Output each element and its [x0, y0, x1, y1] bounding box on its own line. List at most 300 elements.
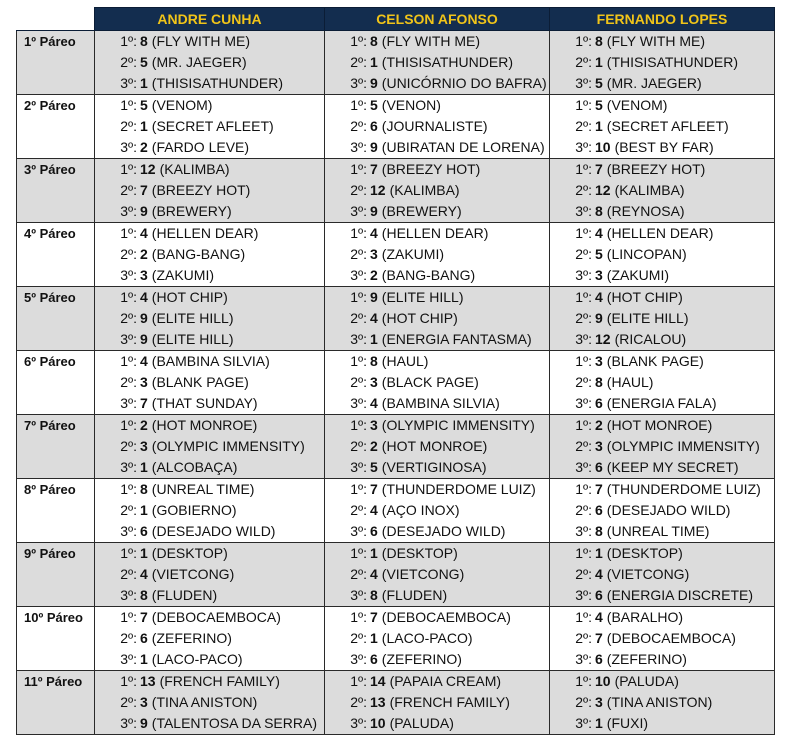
pick-line: [95, 351, 324, 372]
header-tipster-3: FERNANDO LOPES: [550, 8, 775, 31]
tipster-picks-cell: [325, 287, 550, 351]
horse-number: 7: [370, 161, 378, 177]
finish-position: 1º:: [575, 225, 592, 241]
pick-line: [550, 329, 774, 350]
finish-position: 1º:: [120, 225, 137, 241]
tipster-picks-cell: [550, 479, 775, 543]
race-label: 11º Páreo: [17, 671, 95, 735]
race-label: 10º Páreo: [17, 607, 95, 671]
pick-line: [550, 649, 774, 670]
finish-position: 1º:: [350, 97, 367, 113]
horse-number: 6: [595, 502, 603, 518]
pick-line: [325, 329, 549, 350]
horse-name: (KALIMBA): [614, 182, 685, 198]
horse-name: (TINA ANISTON): [151, 694, 258, 710]
horse-name: (THISISATHUNDER): [606, 54, 738, 70]
race-row: [17, 287, 775, 351]
horse-number: 4: [140, 225, 148, 241]
horse-number: 4: [595, 225, 603, 241]
finish-position: 2º:: [350, 374, 367, 390]
race-label: 3º Páreo: [17, 159, 95, 223]
finish-position: 2º:: [350, 310, 367, 326]
pick-line: [550, 628, 774, 649]
race-label: 7º Páreo: [17, 415, 95, 479]
pick-line: [325, 457, 549, 478]
finish-position: 1º:: [575, 161, 592, 177]
horse-number: 12: [595, 182, 611, 198]
horse-name: (UNREAL TIME): [606, 523, 710, 539]
horse-number: 4: [370, 225, 378, 241]
horse-name: (ELITE HILL): [151, 310, 234, 326]
pick-line: [550, 564, 774, 585]
horse-name: (VERTIGINOSA): [381, 459, 487, 475]
pick-line: [95, 628, 324, 649]
horse-name: (BARALHO): [606, 609, 684, 625]
horse-name: (THUNDERDOME LUIZ): [381, 481, 536, 497]
finish-position: 3º:: [575, 395, 592, 411]
finish-position: 1º:: [120, 481, 137, 497]
horse-name: (PALUDA): [389, 715, 454, 731]
finish-position: 2º:: [575, 310, 592, 326]
tipster-picks-cell: [325, 479, 550, 543]
finish-position: 1º:: [575, 609, 592, 625]
race-rows: [17, 31, 775, 735]
horse-number: 6: [140, 523, 148, 539]
finish-position: 1º:: [120, 97, 137, 113]
horse-number: 8: [140, 33, 148, 49]
horse-number: 9: [140, 310, 148, 326]
horse-name: (DEBOCAEMBOCA): [381, 609, 511, 625]
tipster-picks-cell: [95, 351, 325, 415]
pick-line: [95, 564, 324, 585]
pick-line: [325, 201, 549, 222]
horse-name: (FLY WITH ME): [606, 33, 706, 49]
horse-number: 9: [370, 139, 378, 155]
horse-number: 5: [595, 75, 603, 91]
finish-position: 3º:: [575, 75, 592, 91]
finish-position: 3º:: [120, 587, 137, 603]
horse-number: 7: [370, 481, 378, 497]
race-label: 5º Páreo: [17, 287, 95, 351]
finish-position: 3º:: [350, 587, 367, 603]
pick-line: [550, 95, 774, 116]
finish-position: 1º:: [575, 97, 592, 113]
pick-line: [95, 180, 324, 201]
finish-position: 3º:: [350, 395, 367, 411]
finish-position: 3º:: [575, 459, 592, 475]
horse-number: 4: [595, 566, 603, 582]
horse-number: 4: [370, 310, 378, 326]
horse-number: 2: [595, 417, 603, 433]
finish-position: 1º:: [350, 545, 367, 561]
tipster-picks-cell: [550, 223, 775, 287]
horse-name: (KEEP MY SECRET): [606, 459, 739, 475]
finish-position: 1º:: [350, 417, 367, 433]
finish-position: 3º:: [120, 651, 137, 667]
horse-name: (OLYMPIC IMMENSITY): [151, 438, 305, 454]
pick-line: [550, 457, 774, 478]
horse-number: 1: [595, 118, 603, 134]
horse-name: (ZEFERINO): [151, 630, 232, 646]
horse-name: (VIETCONG): [606, 566, 690, 582]
horse-number: 4: [370, 395, 378, 411]
pick-line: [95, 713, 324, 734]
finish-position: 1º:: [575, 289, 592, 305]
horse-name: (JOURNALISTE): [381, 118, 488, 134]
finish-position: 2º:: [120, 118, 137, 134]
horse-name: (DESEJADO WILD): [606, 502, 731, 518]
pick-line: [95, 265, 324, 286]
finish-position: 3º:: [120, 267, 137, 283]
pick-line: [550, 415, 774, 436]
horse-name: (OLYMPIC IMMENSITY): [606, 438, 760, 454]
pick-line: [550, 159, 774, 180]
race-label: 6º Páreo: [17, 351, 95, 415]
pick-line: [550, 116, 774, 137]
horse-name: (BEST BY FAR): [614, 139, 714, 155]
tipster-picks-cell: [325, 95, 550, 159]
tipster-picks-cell: [550, 31, 775, 95]
horse-name: (DEBOCAEMBOCA): [606, 630, 736, 646]
horse-number: 6: [595, 395, 603, 411]
horse-number: 8: [370, 33, 378, 49]
horse-number: 9: [370, 75, 378, 91]
horse-number: 3: [140, 694, 148, 710]
pick-line: [325, 287, 549, 308]
horse-number: 1: [140, 651, 148, 667]
horse-number: 3: [370, 246, 378, 262]
finish-position: 3º:: [350, 331, 367, 347]
horse-number: 1: [370, 331, 378, 347]
finish-position: 2º:: [120, 566, 137, 582]
horse-number: 3: [140, 438, 148, 454]
tipster-picks-cell: [95, 607, 325, 671]
tipster-picks-cell: [95, 31, 325, 95]
finish-position: 2º:: [575, 374, 592, 390]
horse-name: (UNREAL TIME): [151, 481, 255, 497]
horse-name: (PALUDA): [614, 673, 679, 689]
horse-number: 6: [140, 630, 148, 646]
horse-name: (HOT MONROE): [381, 438, 488, 454]
finish-position: 1º:: [350, 161, 367, 177]
finish-position: 1º:: [120, 289, 137, 305]
horse-number: 2: [140, 246, 148, 262]
tipster-picks-cell: [325, 31, 550, 95]
finish-position: 1º:: [120, 33, 137, 49]
horse-name: (ENERGIA FALA): [606, 395, 717, 411]
pick-line: [550, 436, 774, 457]
tipster-picks-cell: [550, 415, 775, 479]
horse-name: (SECRET AFLEET): [151, 118, 274, 134]
horse-name: (THUNDERDOME LUIZ): [606, 481, 761, 497]
pick-line: [550, 137, 774, 158]
horse-name: (LINCOPAN): [606, 246, 687, 262]
horse-name: (DEBOCAEMBOCA): [151, 609, 281, 625]
horse-number: 7: [370, 609, 378, 625]
horse-name: (UBIRATAN DE LORENA): [381, 139, 545, 155]
horse-number: 6: [595, 651, 603, 667]
finish-position: 1º:: [120, 353, 137, 369]
pick-line: [325, 159, 549, 180]
tipster-picks-cell: [325, 607, 550, 671]
finish-position: 2º:: [120, 310, 137, 326]
header-row: [17, 8, 775, 31]
horse-number: 3: [595, 694, 603, 710]
header-corner: [17, 8, 95, 31]
horse-name: (HOT CHIP): [381, 310, 458, 326]
horse-name: (UNICÓRNIO DO BAFRA): [381, 75, 547, 91]
horse-name: (HAUL): [381, 353, 429, 369]
finish-position: 2º:: [120, 438, 137, 454]
horse-name: (PAPAIA CREAM): [389, 673, 502, 689]
pick-line: [325, 585, 549, 606]
finish-position: 3º:: [350, 459, 367, 475]
pick-line: [550, 713, 774, 734]
pick-line: [95, 585, 324, 606]
horse-name: (ENERGIA DISCRETE): [606, 587, 754, 603]
race-row: [17, 223, 775, 287]
pick-line: [550, 265, 774, 286]
finish-position: 1º:: [350, 481, 367, 497]
horse-number: 4: [595, 289, 603, 305]
horse-name: (BREEZY HOT): [381, 161, 481, 177]
horse-name: (FLUDEN): [381, 587, 448, 603]
horse-name: (FARDO LEVE): [151, 139, 250, 155]
horse-number: 8: [595, 203, 603, 219]
finish-position: 3º:: [575, 139, 592, 155]
race-label: 4º Páreo: [17, 223, 95, 287]
horse-name: (HOT MONROE): [151, 417, 258, 433]
horse-number: 5: [595, 246, 603, 262]
pick-line: [325, 244, 549, 265]
pick-line: [550, 244, 774, 265]
horse-number: 4: [140, 353, 148, 369]
tipster-picks-cell: [95, 159, 325, 223]
horse-name: (BLACK PAGE): [381, 374, 479, 390]
tipster-picks-cell: [325, 351, 550, 415]
horse-name: (TALENTOSA DA SERRA): [151, 715, 317, 731]
pick-line: [95, 436, 324, 457]
horse-number: 8: [595, 33, 603, 49]
tipster-picks-cell: [550, 287, 775, 351]
pick-line: [325, 436, 549, 457]
finish-position: 2º:: [575, 54, 592, 70]
pick-line: [325, 351, 549, 372]
horse-name: (ENERGIA FANTASMA): [381, 331, 532, 347]
horse-number: 1: [140, 545, 148, 561]
finish-position: 2º:: [575, 182, 592, 198]
pick-line: [95, 521, 324, 542]
pick-line: [95, 329, 324, 350]
horse-number: 1: [140, 502, 148, 518]
finish-position: 2º:: [350, 438, 367, 454]
tipster-picks-cell: [95, 95, 325, 159]
finish-position: 3º:: [120, 523, 137, 539]
horse-number: 4: [595, 609, 603, 625]
pick-line: [550, 52, 774, 73]
horse-number: 7: [595, 481, 603, 497]
pick-line: [550, 73, 774, 94]
pick-line: [95, 372, 324, 393]
tipster-picks-cell: [325, 159, 550, 223]
pick-line: [325, 137, 549, 158]
horse-name: (FRENCH FAMILY): [389, 694, 510, 710]
finish-position: 3º:: [120, 331, 137, 347]
horse-name: (THISISATHUNDER): [381, 54, 513, 70]
pick-line: [325, 180, 549, 201]
horse-number: 4: [370, 566, 378, 582]
race-row: [17, 351, 775, 415]
pick-line: [325, 521, 549, 542]
pick-line: [325, 500, 549, 521]
horse-number: 10: [595, 139, 611, 155]
finish-position: 2º:: [350, 182, 367, 198]
finish-position: 3º:: [350, 715, 367, 731]
pick-line: [550, 287, 774, 308]
pick-line: [325, 628, 549, 649]
finish-position: 1º:: [120, 161, 137, 177]
horse-name: (VENOM): [151, 97, 213, 113]
horse-name: (ELITE HILL): [606, 310, 689, 326]
finish-position: 2º:: [350, 566, 367, 582]
horse-number: 7: [140, 395, 148, 411]
horse-name: (KALIMBA): [389, 182, 460, 198]
race-row: [17, 671, 775, 735]
race-label: 9º Páreo: [17, 543, 95, 607]
pick-line: [325, 649, 549, 670]
horse-name: (FUXI): [606, 715, 649, 731]
tipster-picks-cell: [325, 223, 550, 287]
horse-name: (BLANK PAGE): [606, 353, 704, 369]
finish-position: 1º:: [575, 545, 592, 561]
finish-position: 3º:: [120, 75, 137, 91]
horse-name: (THAT SUNDAY): [151, 395, 258, 411]
pick-line: [325, 116, 549, 137]
horse-name: (THISISATHUNDER): [151, 75, 283, 91]
horse-name: (VENOM): [606, 97, 668, 113]
horse-number: 6: [595, 587, 603, 603]
horse-number: 10: [370, 715, 386, 731]
tipster-picks-cell: [95, 415, 325, 479]
finish-position: 3º:: [350, 139, 367, 155]
pick-line: [95, 649, 324, 670]
horse-number: 3: [595, 438, 603, 454]
finish-position: 2º:: [120, 182, 137, 198]
finish-position: 2º:: [350, 118, 367, 134]
horse-name: (BLANK PAGE): [151, 374, 249, 390]
finish-position: 2º:: [575, 438, 592, 454]
horse-name: (HELLEN DEAR): [606, 225, 714, 241]
finish-position: 2º:: [575, 118, 592, 134]
pick-line: [325, 479, 549, 500]
pick-line: [325, 564, 549, 585]
tipster-picks-cell: [325, 671, 550, 735]
horse-number: 5: [370, 97, 378, 113]
pick-line: [325, 95, 549, 116]
horse-number: 2: [370, 267, 378, 283]
horse-name: (ZEFERINO): [381, 651, 462, 667]
horse-name: (LACO-PACO): [381, 630, 473, 646]
race-row: [17, 543, 775, 607]
horse-number: 8: [370, 587, 378, 603]
finish-position: 1º:: [575, 33, 592, 49]
horse-number: 3: [595, 267, 603, 283]
pick-line: [550, 585, 774, 606]
finish-position: 2º:: [120, 694, 137, 710]
horse-number: 12: [595, 331, 611, 347]
pick-line: [550, 479, 774, 500]
horse-number: 2: [140, 417, 148, 433]
horse-number: 7: [140, 182, 148, 198]
pick-line: [325, 52, 549, 73]
horse-name: (MR. JAEGER): [606, 75, 702, 91]
pick-line: [325, 308, 549, 329]
horse-name: (SECRET AFLEET): [606, 118, 729, 134]
pick-line: [95, 73, 324, 94]
race-row: [17, 159, 775, 223]
tipster-picks-cell: [95, 287, 325, 351]
horse-name: (BAMBINA SILVIA): [381, 395, 500, 411]
horse-number: 3: [370, 374, 378, 390]
race-label: 8º Páreo: [17, 479, 95, 543]
pick-line: [550, 351, 774, 372]
horse-number: 3: [140, 267, 148, 283]
pick-line: [325, 73, 549, 94]
tipster-picks-cell: [95, 543, 325, 607]
horse-number: 1: [140, 459, 148, 475]
horse-number: 8: [595, 523, 603, 539]
header-tipster-2: CELSON AFONSO: [325, 8, 550, 31]
pick-line: [325, 372, 549, 393]
horse-name: (BREWERY): [381, 203, 462, 219]
pick-line: [95, 543, 324, 564]
tips-table: [16, 7, 775, 735]
pick-line: [95, 116, 324, 137]
pick-line: [95, 137, 324, 158]
horse-number: 12: [370, 182, 386, 198]
tipster-picks-cell: [325, 543, 550, 607]
race-row: [17, 479, 775, 543]
tipster-picks-cell: [95, 223, 325, 287]
pick-line: [95, 201, 324, 222]
horse-number: 5: [140, 97, 148, 113]
tipster-picks-cell: [550, 95, 775, 159]
horse-number: 9: [370, 289, 378, 305]
finish-position: 2º:: [120, 630, 137, 646]
horse-number: 8: [370, 353, 378, 369]
horse-number: 1: [370, 545, 378, 561]
tipster-picks-cell: [550, 543, 775, 607]
pick-line: [95, 692, 324, 713]
pick-line: [95, 287, 324, 308]
horse-number: 9: [370, 203, 378, 219]
pick-line: [95, 223, 324, 244]
horse-number: 5: [370, 459, 378, 475]
horse-name: (HAUL): [606, 374, 654, 390]
horse-number: 10: [595, 673, 611, 689]
horse-name: (ZEFERINO): [606, 651, 687, 667]
horse-number: 3: [140, 374, 148, 390]
finish-position: 2º:: [350, 630, 367, 646]
pick-line: [325, 671, 549, 692]
finish-position: 1º:: [350, 225, 367, 241]
horse-number: 8: [140, 587, 148, 603]
horse-number: 4: [140, 566, 148, 582]
race-row: [17, 31, 775, 95]
pick-line: [95, 95, 324, 116]
horse-name: (ALCOBAÇA): [151, 459, 238, 475]
race-row: [17, 607, 775, 671]
